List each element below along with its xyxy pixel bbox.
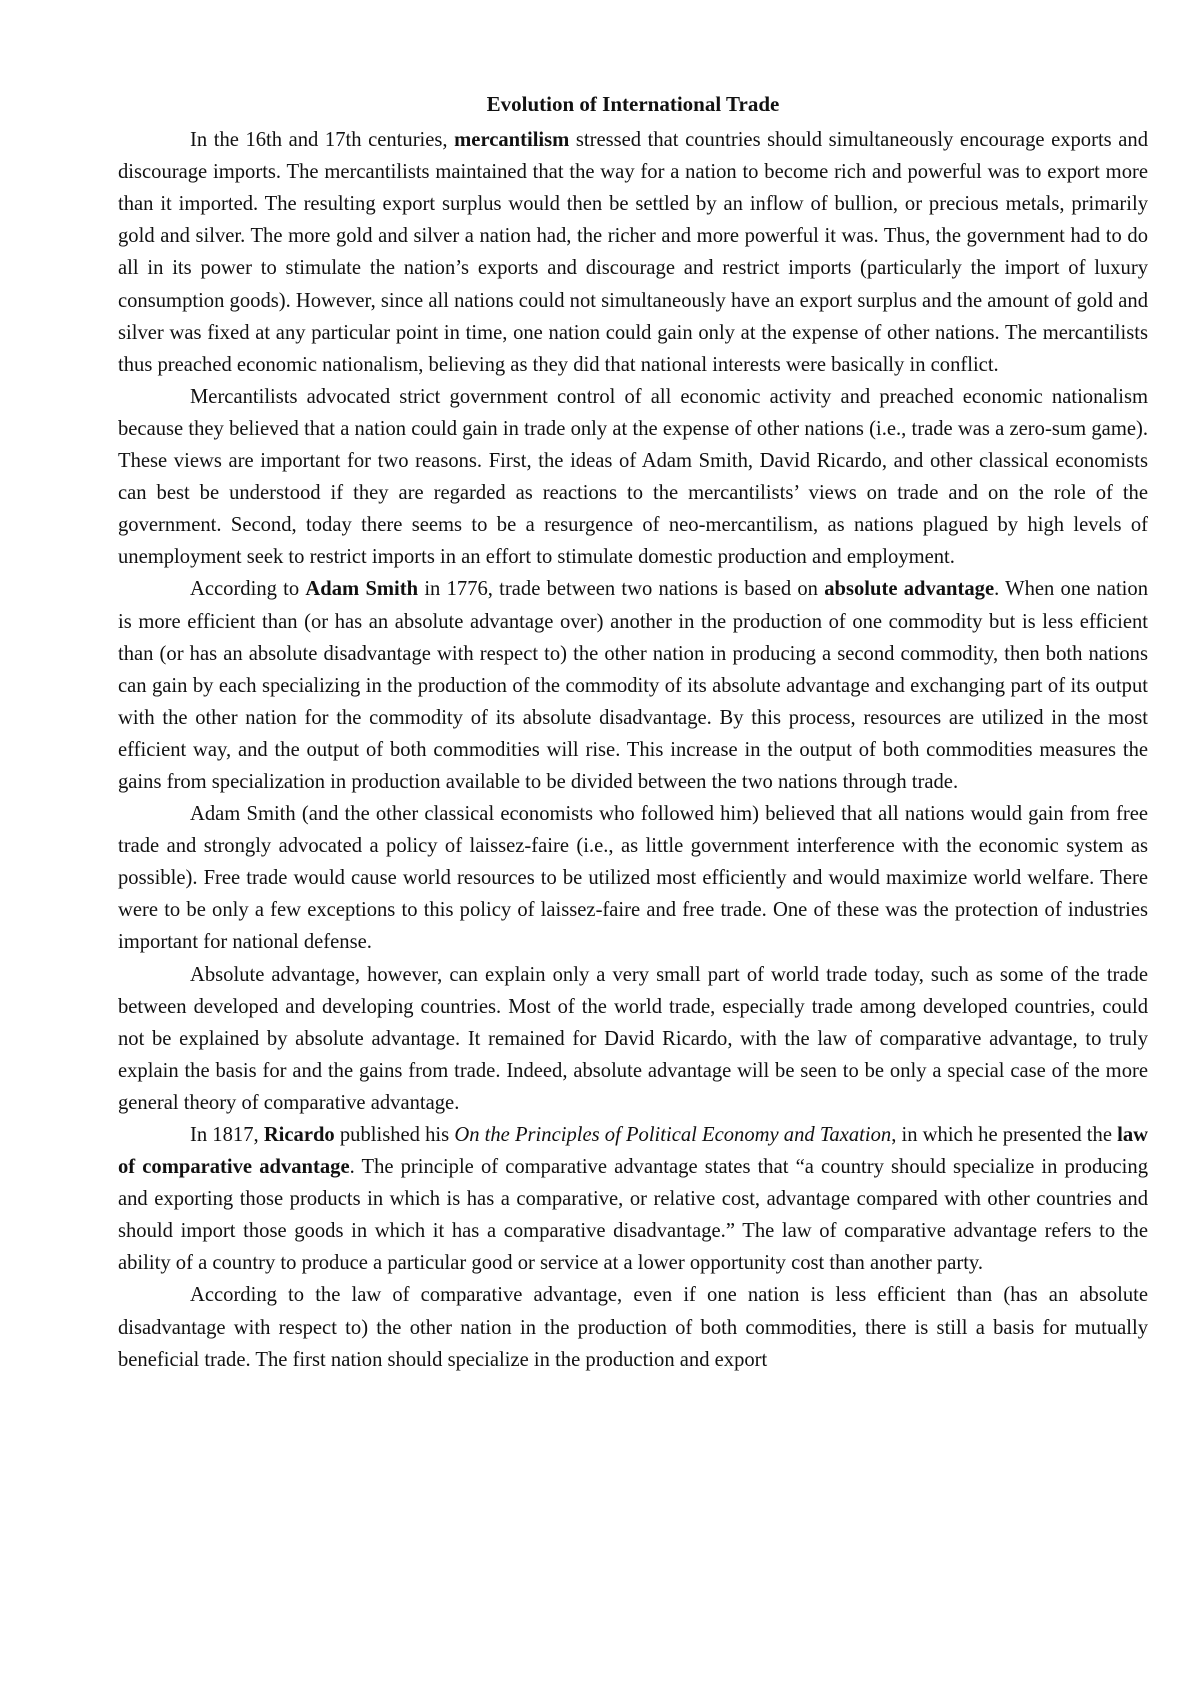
text-run: , in which he presented the [891,1124,1118,1146]
term-ricardo: Ricardo [263,1124,335,1146]
text-run: According to the law of comparative advantage, even if one nation is less efficient than (has an absolute disadvantage with respect to) the other nation in the production of both commodities, there is still a basis for mutually beneficial trade. The first nation should specialize in the production and export [118,1284,1148,1371]
paragraph-comparative-advantage [118,1119,1148,1279]
text-run: In the 16th and 17th centuries, [190,129,455,152]
text-run: Mercantilists advocated strict government control of all economic activity and preached economic nationalism because they believed that a nation could gain in trade only at the expense of other nations (i.e., trade was a zero-sum game). These views are important for two reasons. First, the ideas of Adam Smith, David Ricardo, and other classical economists can best be understood if they are regarded as reactions to the mercantilists’ views on trade and on the role of the government. Second, today there seems to be a resurgence of neo-mercantilism, as nations plagued by high levels of unemployment seek to restrict imports in an effort to stimulate domestic production and employment. [118,385,1148,569]
document-title: Evolution of International Trade [486,92,780,116]
paragraph-mercantilist-control [118,381,1148,574]
paragraph-mercantilism [118,124,1148,381]
term-mercantilism: mercantilism [454,129,570,152]
book-title: On the Principles of Political Economy and Taxation [454,1124,892,1146]
text-run: In 1817, [190,1124,264,1146]
document-page [118,88,1148,1376]
paragraph-absolute-advantage [118,573,1148,798]
term-absolute-advantage: absolute advantage [824,578,995,601]
paragraph-absolute-limits [118,959,1148,1119]
term-law-of-comparative-advantage: law of comparative advantage [118,1124,1149,1179]
text-run: published his [334,1124,455,1146]
paragraph-free-trade [118,798,1148,958]
text-run: in 1776, trade between two nations is based on [418,578,825,601]
term-adam-smith: Adam Smith [305,578,419,601]
text-run: Adam Smith (and the other classical economists who followed him) believed that all nations would gain from free trade and strongly advocated a policy of laissez-faire (i.e., as little government interference with the economic system as possible). Free trade would cause world resources to be utilized most efficiently and would maximize world welfare. There were to be only a few exceptions to this policy of laissez-faire and free trade. One of these was the protection of industries important for national defense. [118,803,1148,954]
text-run: . The principle of comparative advantage states that “a country should specialize in producing and exporting those products in which is has a comparative, or relative cost, advantage compared with other countries and should import those goods in which it has a comparative disadvantage.” The law of comparative advantage refers to the ability of a country to produce a particular good or service at a lower opportunity cost than another party. [118,1156,1148,1275]
paragraph-mutual-benefit [118,1279,1148,1375]
text-run: Absolute advantage, however, can explain only a very small part of world trade today, such as some of the trade between developed and developing countries. Most of the world trade, especially trade among developed countries, could not be explained by absolute advantage. It remained for David Ricardo, with the law of comparative advantage, to truly explain the basis for and the gains from trade. Indeed, absolute advantage will be seen to be only a special case of the more general theory of comparative advantage. [118,963,1148,1114]
text-run: stressed that countries should simultaneously encourage exports and discourage imports. The mercantilists maintained that the way for a nation to become rich and powerful was to export more than it imported. The resulting export surplus would then be settled by an inflow of bullion, or precious metals, primarily gold and silver. The more gold and silver a nation had, the richer and more powerful it was. Thus, the government had to do all in its power to stimulate the nation’s exports and discourage and restrict imports (particularly the import of luxury consumption goods). However, since all nations could not simultaneously have an export surplus and the amount of gold and silver was fixed at any particular point in time, one nation could gain only at the expense of other nations. The mercantilists thus preached economic nationalism, believing as they did that national interests were basically in conflict. [118,129,1148,376]
text-run: . When one nation is more efficient than (or has an absolute advantage over) another in the production of one commodity but is less efficient than (or has an absolute disadvantage with respect to) the other nation in producing a second commodity, then both nations can gain by each specializing in the production of the commodity of its absolute advantage and exchanging part of its output with the other nation for the commodity of its absolute disadvantage. By this process, resources are utilized in the most efficient way, and the output of both commodities will rise. This increase in the output of both commodities measures the gains from specialization in production available to be divided between the two nations through trade. [118,578,1148,793]
text-run: According to [190,578,306,601]
